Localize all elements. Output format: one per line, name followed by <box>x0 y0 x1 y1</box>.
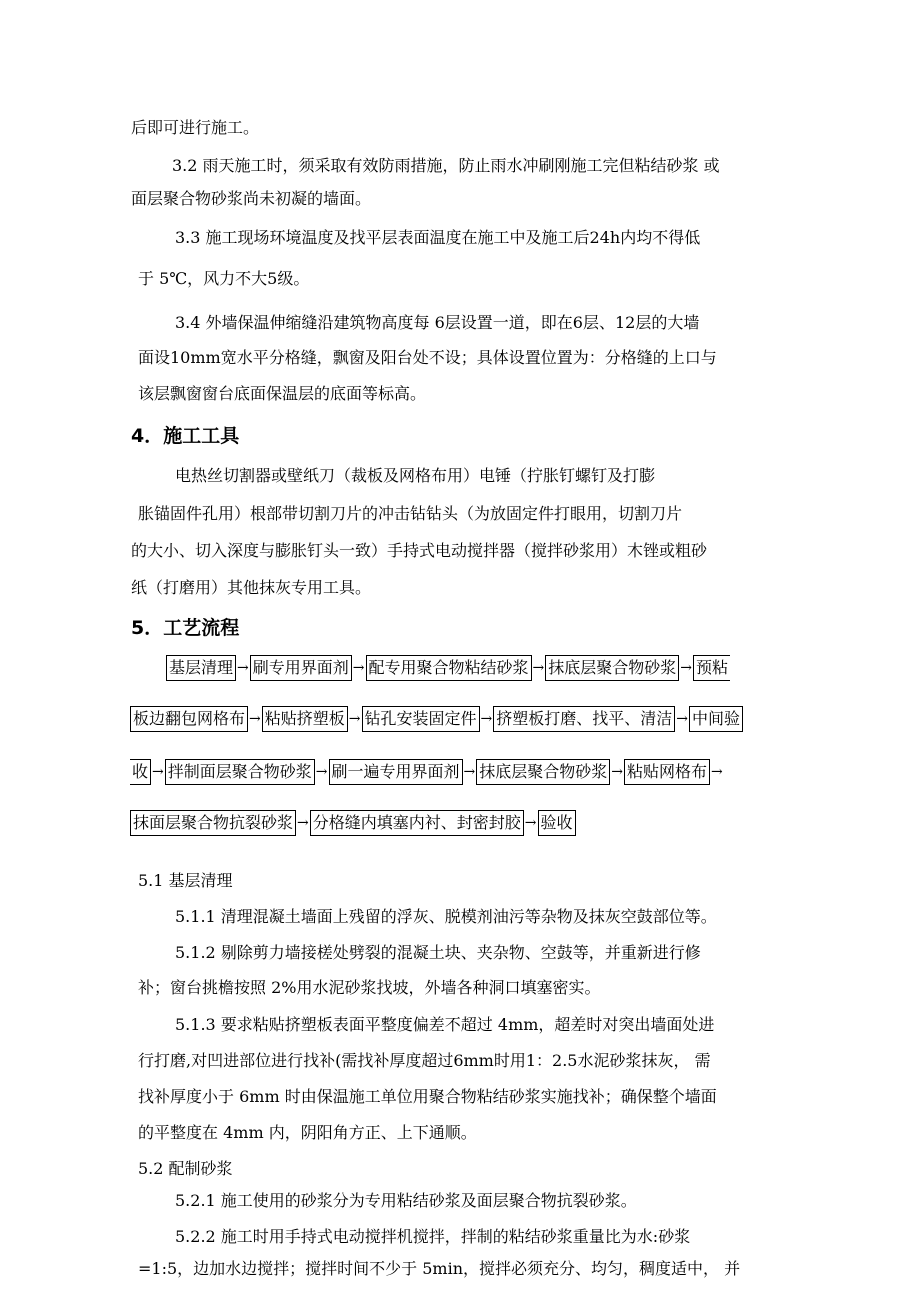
flow-step: 分格缝内填塞内衬、封密封胶 <box>310 810 524 836</box>
paragraph-5-2-1: 5.2.1 施工使用的砂浆分为专用粘结砂浆及面层聚合物抗裂砂浆。 <box>175 1191 637 1210</box>
subsection-5-2-title: 5.2 配制砂浆 <box>138 1159 233 1178</box>
flow-step: 配专用聚合物粘结砂浆 <box>366 655 532 681</box>
flow-step: 挤塑板打磨、找平、清洁 <box>493 706 675 732</box>
process-flow-row-1 <box>130 654 730 682</box>
flow-step: 验收 <box>538 810 576 836</box>
tools-line-3: 的大小、切入深度与膨胀钉头一致）手持式电动搅拌器（搅拌砂浆用）木锉或粗砂 <box>131 541 708 560</box>
tools-line-2: 胀锚固件孔用）根部带切割刀片的冲击钻钻头（为放固定件打眼用，切割刀片 <box>138 504 683 523</box>
paragraph-5-1-3-line-3: 找补厚度小于 6mm 时由保温施工单位用聚合物粘结砂浆实施找补；确保整个墙面 <box>138 1087 717 1106</box>
flow-step: 粘贴网格布 <box>624 759 710 785</box>
paragraph-3-4-line-2: 面设10mm宽水平分格缝，飘窗及阳台处不设；具体设置位置为：分格缝的上口与 <box>138 348 717 367</box>
flow-step: 板边翻包网格布 <box>130 706 248 732</box>
arrow-icon: → <box>352 660 365 676</box>
paragraph-3-4-line-1: 3.4 外墙保温伸缩缝沿建筑物高度每 6层设置一道，即在6层、12层的大墙 <box>175 313 700 332</box>
flow-step: 钻孔安装固定件 <box>362 706 480 732</box>
tools-line-4: 纸（打磨用）其他抹灰专用工具。 <box>131 578 372 597</box>
paragraph-5-1-3-line-4: 的平整度在 4mm 内，阴阳角方正、上下通顺。 <box>138 1123 477 1142</box>
paragraph-5-2-2-line-2: =1:5，边加水边搅拌；搅拌时间不少于 5min，搅拌必须充分、均匀，稠度适中， 并 <box>138 1259 741 1278</box>
flow-step: 预粘 <box>693 655 730 681</box>
arrow-icon: → <box>611 764 623 780</box>
paragraph-3-4-line-3: 该层飘窗窗台底面保温层的底面等标高。 <box>138 384 427 403</box>
flow-step: 抹底层聚合物砂浆 <box>545 655 679 681</box>
flow-step: 基层清理 <box>166 655 236 681</box>
paragraph-5-1-1: 5.1.1 清理混凝土墙面上残留的浮灰、脱模剂油污等杂物及抹灰空鼓部位等。 <box>175 907 717 926</box>
paragraph-line: 后即可进行施工。 <box>131 118 260 137</box>
flow-step: 刷一遍专用界面剂 <box>329 759 463 785</box>
tools-line-1: 电热丝切割器或壁纸刀（裁板及网格布用）电锤（拧胀钉螺钉及打膨 <box>175 466 656 485</box>
arrow-icon: → <box>524 815 537 831</box>
arrow-icon: → <box>532 660 545 676</box>
flow-step: 中间验 <box>689 706 743 732</box>
paragraph-3-2-line-2: 面层聚合物砂浆尚未初凝的墙面。 <box>131 189 372 208</box>
paragraph-5-1-2-line-2: 补；窗台挑檐按照 2%用水泥砂浆找坡，外墙各种洞口填塞密实。 <box>138 978 601 997</box>
flow-step: 粘贴挤塑板 <box>262 706 348 732</box>
arrow-icon: → <box>152 764 164 780</box>
arrow-icon: → <box>480 711 493 727</box>
paragraph-5-1-2-line-1: 5.1.2 剔除剪力墙接槎处劈裂的混凝土块、夹杂物、空鼓等，并重新进行修 <box>175 943 701 962</box>
arrow-icon: → <box>315 764 328 780</box>
arrow-icon: → <box>348 711 361 727</box>
paragraph-3-3-line-2: 于 5℃，风力不大5级。 <box>138 269 310 288</box>
flow-step: 收 <box>130 759 151 785</box>
process-flow-row-4 <box>130 809 576 837</box>
section-4-heading: 4．施工工具 <box>131 425 240 447</box>
flow-step: 抹底层聚合物砂浆 <box>476 759 610 785</box>
arrow-icon: → <box>676 711 688 727</box>
arrow-icon: → <box>463 764 476 780</box>
subsection-5-1-title: 5.1 基层清理 <box>138 871 233 890</box>
process-flow-row-3 <box>130 758 724 786</box>
flow-step: 刷专用界面剂 <box>250 655 352 681</box>
paragraph-5-1-3-line-1: 5.1.3 要求粘贴挤塑板表面平整度偏差不超过 4mm，超差时对突出墙面处进 <box>175 1015 715 1034</box>
arrow-icon: → <box>680 660 692 676</box>
paragraph-3-2-line-1: 3.2 雨天施工时，须采取有效防雨措施，防止雨水冲刷刚施工完但粘结砂浆 或 <box>172 156 720 175</box>
process-flow-row-2 <box>130 705 743 733</box>
section-5-heading: 5．工艺流程 <box>131 617 240 639</box>
paragraph-5-1-3-line-2: 行打磨,对凹进部位进行找补(需找补厚度超过6mm时用1：2.5水泥砂浆抹灰， 需 <box>138 1051 711 1070</box>
arrow-icon: → <box>711 764 723 780</box>
arrow-icon: → <box>249 711 261 727</box>
arrow-icon: → <box>237 660 249 676</box>
flow-step: 抹面层聚合物抗裂砂浆 <box>130 810 296 836</box>
paragraph-5-2-2-line-1: 5.2.2 施工时用手持式电动搅拌机搅拌，拌制的粘结砂浆重量比为水:砂浆 <box>175 1227 691 1246</box>
flow-step: 拌制面层聚合物砂浆 <box>165 759 315 785</box>
arrow-icon: → <box>297 815 309 831</box>
paragraph-3-3-line-1: 3.3 施工现场环境温度及找平层表面温度在施工中及施工后24h内均不得低 <box>175 228 701 247</box>
